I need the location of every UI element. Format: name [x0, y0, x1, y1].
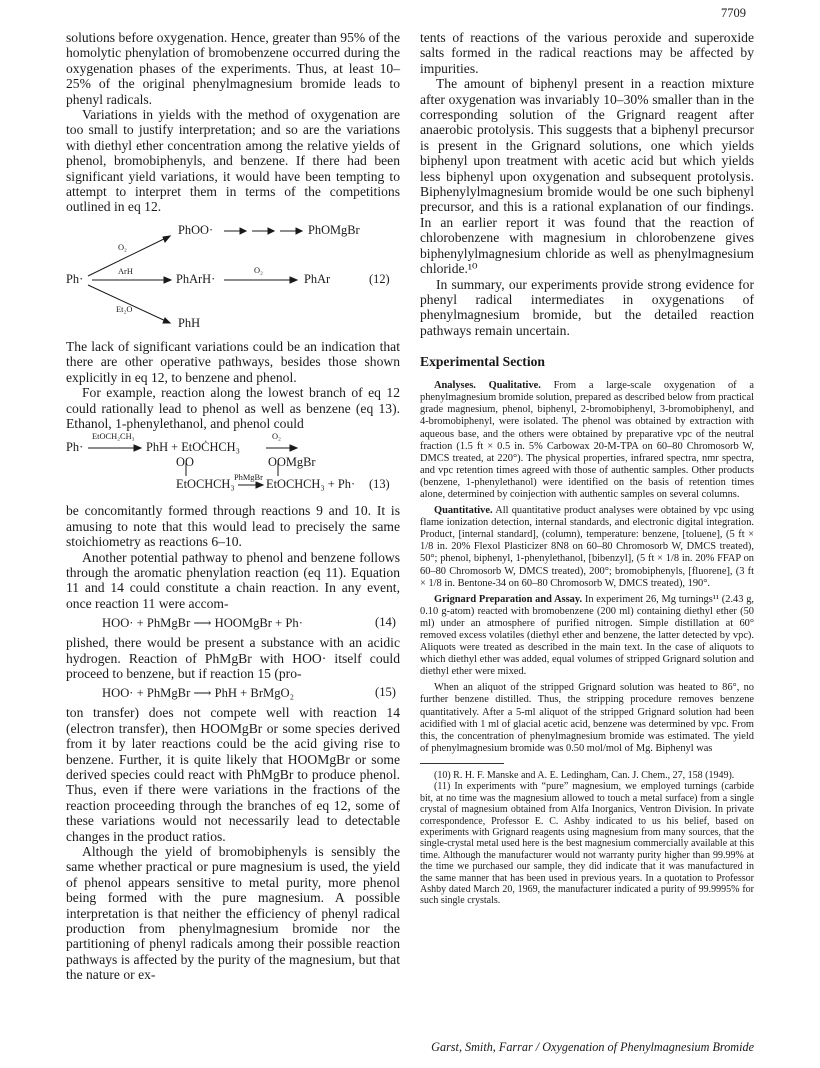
paragraph: ton transfer) does not compete well with reaction 14 (electron transfer), then HOOMgBr or some species derived from it by later reactions could be the acid giving rise to benzene. Further, it is quite likely that HOOMgBr or some derived species could react with PhMgBr to produce phenol. Thus, even if there were variations in the fractions of the reaction proceeding through the branches of eq 12, some of these variations would not necessarily lead to detectable changes in the product ratios.: [66, 705, 400, 844]
equation-14-body: HOO· + PhMgBr ⟶ HOOMgBr + Ph·: [102, 616, 303, 631]
paragraph: In summary, our experiments provide strong evidence for phenyl radical intermediates in oxygenations of phenylmagnesium bromide, but the detailed reaction pathways remain uncertain.: [420, 276, 754, 338]
page-number: 7709: [721, 6, 746, 20]
footnote-10: (10) R. H. F. Manske and A. E. Ledingham, Can. J. Chem., 27, 158 (1949).: [434, 769, 735, 781]
paragraph-body: From a large-scale oxygenation of a phenylmagnesium bromide solution, prepared as described below from practical grade magnesium, phenol, biphenyl, 2-bromobiphenyl, 3-bromobiphenyl, and 4-bromobiphenyl, were isolated. The phenol was obtained by extraction with aqueous base, and the others were obtained by preparative vpc of the neutral fraction (1.5 ft × 0.5 in. 5% Carbowax 20-M-TPA on 60–80 Chromosorb W, DMCS treated, at 220°). The physical properties, infrared spectra, nmr spectra, and vpc retention times agreed with those of authentic samples. Other products (benzene, 1-phenylethanol) were identified on the basis of retention times alone, determined by coinjection with authentic samples on several columns.: [420, 380, 754, 500]
eq13-left2: EtOCHCH₃: [176, 477, 235, 492]
paragraph-body: All quantitative product analyses were obtained by vpc using flame ionization detection, internal standards, and electronic digital integration. Product, [internal standard], (column), temperature: benzene, [toluene], (5 ft × 1/8 in. 20% Flexol Plasticizer 8N8 on 60–80 Chromosorb W, DMCS treated), 50°; phenol, biphenyl, 1-phenylethanol, [bibenzyl], (5 ft × 1/8 in. 20% FFAP on 60–80 Chromosorb W, DMCS treated), 200°; bromobiphenyls, [fluorene], (3 ft × 1/8 in. Bentone-34 on 60–80 Chromosorb W, DMCS treated), 190°.: [420, 505, 754, 589]
equation-12: [66, 219, 400, 333]
footnote-rule: [420, 763, 504, 764]
eq13-o2: O₂: [272, 432, 281, 442]
scheme-phar: PhAr: [304, 271, 331, 286]
equation-15-body: HOO· + PhMgBr ⟶ PhH + BrMgO₂: [102, 686, 294, 701]
paragraph: tents of reactions of the various peroxide and superoxide salts formed in the radical reactions may be affected by impurities.: [420, 30, 754, 76]
runin-heading: Grignard Preparation and Assay.: [434, 593, 583, 605]
eq13-number: (13): [369, 477, 390, 492]
right-column: [420, 30, 754, 907]
scheme-phh: PhH: [178, 315, 201, 330]
scheme-eq-number: (12): [369, 271, 390, 286]
runin-heading: Analyses. Qualitative.: [434, 380, 541, 392]
eq13-ph: Ph·: [66, 440, 84, 455]
paragraph: Although the yield of bromobiphenyls is sensibly the same whether practical or pure magnesium is used, the yield of phenol appears sensitive to metal purity, more phenol being formed with the pure magnesium. A possible interpretation is that neither the efficiency of phenyl radical production from phenylmagnesium bromide nor the partitioning of phenyl radicals among their possible reaction pathways is affected by the purity of the magnesium, but that the nature or ex-: [66, 844, 400, 983]
equation-15-number: (15): [375, 685, 396, 700]
paragraph: For example, reaction along the lowest branch of eq 12 could rationally lead to phenol as well as benzene (eq 13). Ethanol, 1-phenylethanol, and phenol could: [66, 385, 400, 431]
scheme-o2-label: O₂: [118, 242, 127, 252]
scheme-arh-label: ArH: [118, 266, 133, 276]
section-heading: Experimental Section: [420, 354, 545, 370]
scheme-et2o-label: Et₂O: [116, 304, 133, 314]
eq13-phmgbr: PhMgBr: [234, 473, 263, 483]
scheme-pharh: PhArH·: [176, 271, 216, 286]
paragraph-quantitative: [420, 505, 754, 590]
runin-heading: Quantitative.: [434, 505, 493, 517]
paragraph-analyses: [420, 380, 754, 501]
scheme-ph: Ph·: [66, 271, 84, 286]
eq13-product1: PhH + EtOĊHCH₃: [146, 440, 240, 455]
equation-14-number: (14): [375, 615, 396, 630]
paragraph: Another potential pathway to phenol and benzene follows through the aromatic phenylation reaction (eq 11). Equation 11 and 14 could constitute a chain reaction. In any event, once reaction 11 were accom-: [66, 549, 400, 611]
paragraph: solutions before oxygenation. Hence, greater than 95% of the homolytic phenylation of bromobenzene occurred during the oxygenation phases of the experiments. Thus, at least 10–25% of the original phenylmagnesium bromide leads to phenyl radicals.: [66, 30, 400, 107]
paragraph-body: In experiment 26, Mg turnings¹¹ (2.43 g, 0.10 g-atom) reacted with bromobenzene (200 ml) containing diethyl ether (50 ml) under an atmosphere of purified nitrogen. Simple distillation at 60° removed excess volatiles (diethyl ether and benzene, the latter detected by vpc). Aliquots were treated as described in the main text. In the case of aliquots to which diethyl ether was added, equal volumes of stripped Grignard solution and diethyl ether were mixed.: [420, 593, 754, 678]
scheme-o2b-label: O₂: [254, 265, 263, 275]
paragraph: Variations in yields with the method of oxygenation are too small to justify interpretation; and so are the variations with diethyl ether concentration among the relative yields of phenol, bromobiphenyls, and benzene. If there had been significant yield variations, it would have been tempting to attempt to interpret them in terms of the competitions outlined in eq 12.: [66, 107, 400, 215]
paragraph: When an aliquot of the stripped Grignard solution was heated to 86°, no further benzene distilled. Thus, the stripping procedure removes benzene quantitatively. After a 5-ml aliquot of the stripped Grignard solution had been acidified with 1 ml of glacial acetic acid, benzene was determined by vpc. From this, the concentration of phenylmagnesium bromide was estimated. The yield of phenylmagnesium bromide was 0.50 mol/mol of Mg. Biphenyl was: [420, 682, 754, 754]
paragraph: The lack of significant variations could be an indication that there are other operative pathways, besides those shown explicitly in eq 12, to benzene and phenol.: [66, 338, 400, 385]
running-footer: Garst, Smith, Farrar / Oxygenation of Phenylmagnesium Bromide: [431, 1040, 754, 1054]
paragraph-grignard: [420, 594, 754, 679]
footnote-11: (11) In experiments with “pure” magnesium, we employed turnings (carbide bit, at no time was the magnesium allowed to touch a metal surface) from a single crystal of magnesium obtained from Alfa Inorganics, Ventron Division. In private correspondence, Professor E. C. Ashby indicated to us his belief, based on experiments with Grignard reagents using magnesium from many sources, that the single-crystal metal used here is the best magnesium commercially available at this time. Although the manufacturer would not warranty purity higher than 99.99% at the time we purchased our sample, they did indicate that it was manufactured in the same manner that has been used in previous years. In a quotation to Professor Ashby dated March 20, 1969, the manufacturer indicated a purity of 99.9995% for such single crystals.: [420, 781, 754, 907]
equation-13: [66, 432, 400, 499]
eq13-reagent: EtOCH₂CH₃: [92, 432, 135, 442]
scheme-phomgbr: PhOMgBr: [308, 222, 360, 237]
eq13-oomgbr: OOMgBr: [268, 455, 316, 470]
eq13-right2: EtOCHCH₃ + Ph·: [266, 477, 356, 492]
paragraph: plished, there would be present a substance with an acidic hydrogen. Reaction of PhMgBr with HOO· itself could proceed to benzene, but if reaction 15 (pro-: [66, 635, 400, 681]
paragraph: The amount of biphenyl present in a reaction mixture after oxygenation was invariably 10–30% smaller than in the corresponding solution of the Grignard reagent after anaerobic protolysis. This suggests that a biphenyl precursor is present in the Grignard solutions, one which yields biphenyl upon treatment with acetic acid but which yields less biphenyl upon oxygenation and subsequent protolysis. Biphenylylmagnesium bromide would be one such biphenyl precursor, and this is a rational explanation of our findings. In an earlier report it was found that the reaction of chlorobenzene with magnesium in chlorobenzene gives biphenylylmagnesium chloride as well as phenylmagnesium chloride.¹⁰: [420, 76, 754, 277]
paragraph: be concomitantly formed through reactions 9 and 10. It is amusing to note that this would lead to precisely the same stoichiometry as reactions 6–10.: [66, 503, 400, 550]
scheme-phoo: PhOO·: [178, 222, 214, 237]
left-column: [66, 30, 400, 983]
equation-14: [66, 615, 400, 631]
equation-15: [66, 685, 400, 701]
eq13-oo: OO: [176, 455, 194, 470]
